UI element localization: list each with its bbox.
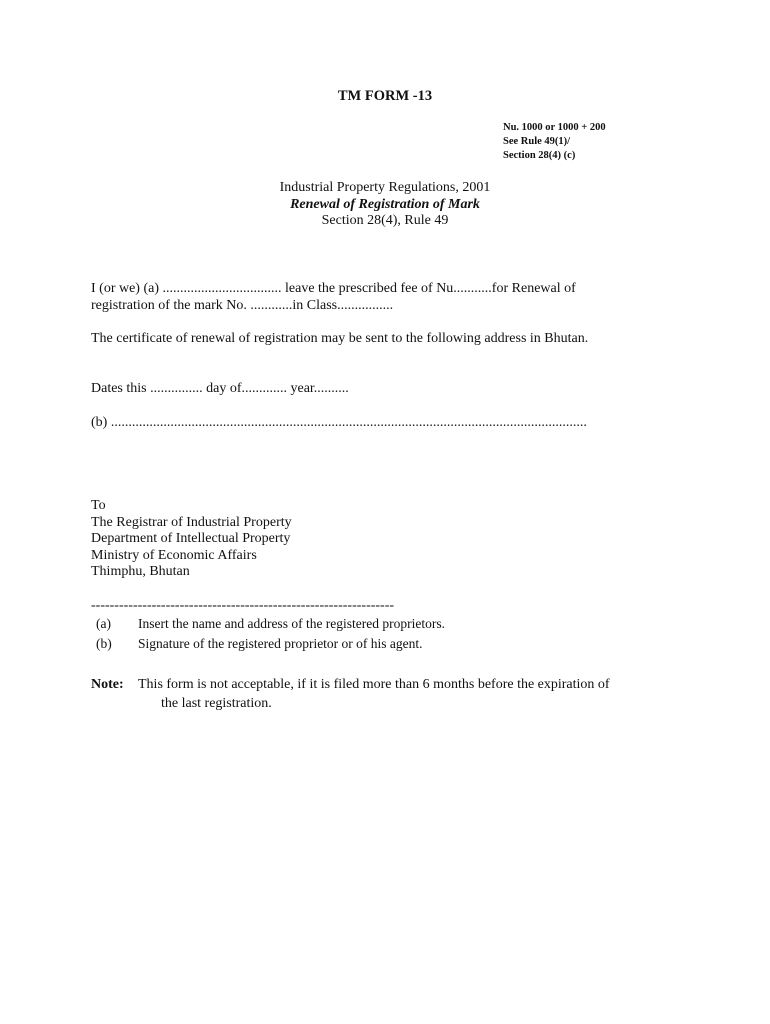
signature-line: (b) ........................................................................................................................................	[91, 415, 587, 430]
request-line-2: registration of the mark No. ............in Class................	[91, 297, 394, 313]
fee-rule-reference: See Rule 49(1)/	[503, 136, 571, 147]
form-heading	[0, 180, 770, 230]
fee-block	[503, 121, 606, 163]
footnote-mark: (b)	[96, 636, 112, 651]
recipient-address	[91, 498, 292, 581]
address-line: Thimphu, Bhutan	[91, 564, 190, 579]
regulations-title: Industrial Property Regulations, 2001	[279, 180, 491, 195]
note-text-line-1: This form is not acceptable, if it is filed more than 6 months before the expiration of	[138, 677, 610, 692]
address-line: Department of Intellectual Property	[91, 531, 291, 546]
fee-section-reference: Section 28(4) (c)	[503, 150, 576, 161]
form-subject: Renewal of Registration of Mark	[290, 196, 480, 212]
section-rule: Section 28(4), Rule 49	[321, 213, 449, 228]
dates-line: Dates this ............... day of............. year..........	[91, 381, 349, 396]
footnote-item	[96, 616, 445, 632]
request-line-1: I (or we) (a) .................................. leave the prescribed fee of Nu...........for Renewal of	[91, 281, 576, 296]
footnote-item	[96, 636, 423, 652]
footnote-mark: (a)	[96, 616, 111, 631]
note-text-line-2: the last registration.	[161, 696, 272, 711]
form-title: TM FORM -13	[337, 88, 433, 104]
footnote-text: Signature of the registered proprietor or of his agent.	[138, 636, 423, 651]
address-to: To	[91, 498, 106, 513]
note-block	[91, 675, 679, 713]
address-line: The Registrar of Industrial Property	[91, 514, 292, 530]
footnote-divider: -----------------------------------------------------------------	[91, 598, 395, 613]
address-line: Ministry of Economic Affairs	[91, 547, 257, 563]
fee-amount: Nu. 1000 or 1000 + 200	[503, 122, 606, 133]
certificate-text: The certificate of renewal of registration may be sent to the following address in Bhutan.	[91, 331, 589, 346]
footnote-text: Insert the name and address of the registered proprietors.	[138, 616, 446, 631]
note-label: Note:	[91, 677, 124, 692]
request-paragraph	[91, 281, 679, 314]
